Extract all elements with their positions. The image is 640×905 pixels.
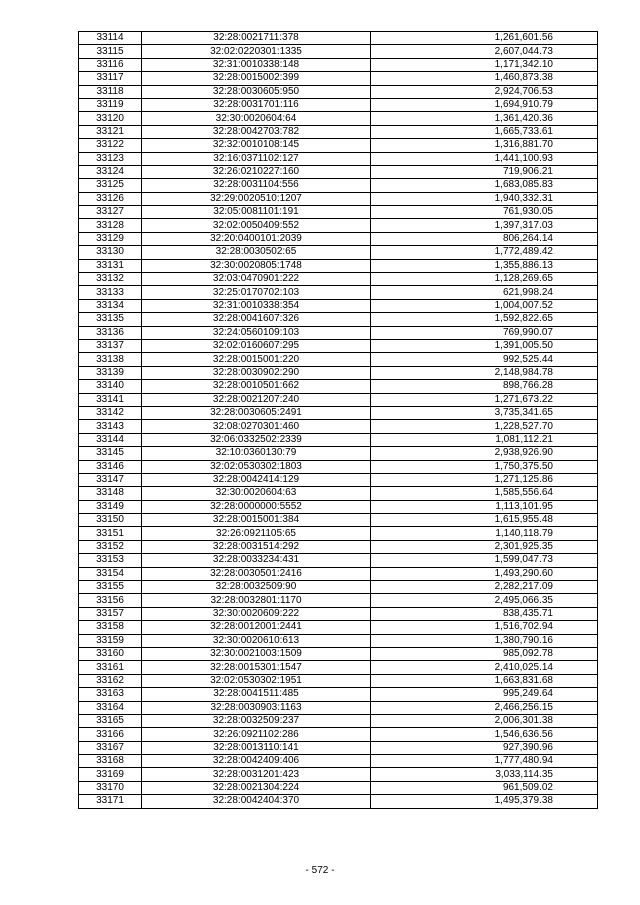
table-row — [79, 741, 598, 754]
table-row — [79, 514, 598, 527]
amount-cell: 995,249.64 — [371, 688, 598, 701]
cadastral-number-cell: 32:28:0013110:141 — [142, 741, 371, 754]
table-row — [79, 661, 598, 674]
amount-cell: 1,777,480.94 — [371, 755, 598, 768]
row-id-cell: 33139 — [79, 366, 142, 379]
row-id-cell: 33160 — [79, 647, 142, 660]
table-row — [79, 728, 598, 741]
amount-cell: 719,906.21 — [371, 165, 598, 178]
row-id-cell: 33154 — [79, 567, 142, 580]
row-id-cell: 33167 — [79, 741, 142, 754]
table-row — [79, 232, 598, 245]
amount-cell: 621,998.24 — [371, 286, 598, 299]
table-row — [79, 433, 598, 446]
cadastral-number-cell: 32:28:0030605:950 — [142, 85, 371, 98]
table-row — [79, 339, 598, 352]
table-body — [79, 32, 598, 809]
amount-cell: 1,361,420.36 — [371, 112, 598, 125]
table-row — [79, 647, 598, 660]
table-row — [79, 152, 598, 165]
row-id-cell: 33169 — [79, 768, 142, 781]
amount-cell: 992,525.44 — [371, 353, 598, 366]
amount-cell: 1,615,955.48 — [371, 514, 598, 527]
cadastral-number-cell: 32:28:0042409:406 — [142, 755, 371, 768]
amount-cell: 1,271,673.22 — [371, 393, 598, 406]
row-id-cell: 33129 — [79, 232, 142, 245]
cadastral-number-cell: 32:28:0041511:485 — [142, 688, 371, 701]
cadastral-number-cell: 32:28:0032801:1170 — [142, 594, 371, 607]
amount-cell: 1,665,733.61 — [371, 125, 598, 138]
row-id-cell: 33146 — [79, 460, 142, 473]
cadastral-number-cell: 32:28:0042703:782 — [142, 125, 371, 138]
table-row — [79, 420, 598, 433]
row-id-cell: 33144 — [79, 433, 142, 446]
cadastral-number-cell: 32:02:0050409:552 — [142, 219, 371, 232]
cadastral-number-cell: 32:28:0015001:220 — [142, 353, 371, 366]
amount-cell: 961,509.02 — [371, 781, 598, 794]
cadastral-number-cell: 32:31:0010338:354 — [142, 299, 371, 312]
amount-cell: 1,585,556.64 — [371, 487, 598, 500]
row-id-cell: 33161 — [79, 661, 142, 674]
cadastral-number-cell: 32:28:0042414:129 — [142, 473, 371, 486]
table-row — [79, 527, 598, 540]
table-row — [79, 112, 598, 125]
row-id-cell: 33152 — [79, 540, 142, 553]
table-row — [79, 246, 598, 259]
amount-cell: 1,391,005.50 — [371, 339, 598, 352]
table-row — [79, 447, 598, 460]
cadastral-number-cell: 32:32:0010108:145 — [142, 139, 371, 152]
cadastral-number-cell: 32:28:0031201:423 — [142, 768, 371, 781]
amount-cell: 2,495,066.35 — [371, 594, 598, 607]
row-id-cell: 33119 — [79, 98, 142, 111]
table-row — [79, 500, 598, 513]
cadastral-number-cell: 32:28:0000000:5552 — [142, 500, 371, 513]
cadastral-number-cell: 32:28:0031514:292 — [142, 540, 371, 553]
row-id-cell: 33140 — [79, 380, 142, 393]
table-row — [79, 366, 598, 379]
amount-cell: 2,301,925.35 — [371, 540, 598, 553]
cadastral-number-cell: 32:10:0360130:79 — [142, 447, 371, 460]
amount-cell: 1,140,118.79 — [371, 527, 598, 540]
table-row — [79, 206, 598, 219]
amount-cell: 1,694,910.79 — [371, 98, 598, 111]
cadastral-number-cell: 32:02:0220301:1335 — [142, 45, 371, 58]
row-id-cell: 33138 — [79, 353, 142, 366]
page-number: - 572 - — [305, 865, 335, 876]
amount-cell: 2,282,217.09 — [371, 581, 598, 594]
row-id-cell: 33145 — [79, 447, 142, 460]
amount-cell: 985,092.78 — [371, 647, 598, 660]
amount-cell: 1,228,527.70 — [371, 420, 598, 433]
cadastral-number-cell: 32:28:0012001:2441 — [142, 621, 371, 634]
row-id-cell: 33128 — [79, 219, 142, 232]
row-id-cell: 33156 — [79, 594, 142, 607]
amount-cell: 1,081,112.21 — [371, 433, 598, 446]
row-id-cell: 33114 — [79, 32, 142, 45]
table-row — [79, 634, 598, 647]
cadastral-number-cell: 32:28:0030501:2416 — [142, 567, 371, 580]
table-row — [79, 460, 598, 473]
row-id-cell: 33132 — [79, 273, 142, 286]
cadastral-number-cell: 32:30:0020609:222 — [142, 607, 371, 620]
table-row — [79, 380, 598, 393]
table-row — [79, 353, 598, 366]
table-row — [79, 781, 598, 794]
cadastral-number-cell: 32:28:0015001:384 — [142, 514, 371, 527]
cadastral-number-cell: 32:20:0400101:2039 — [142, 232, 371, 245]
table-row — [79, 179, 598, 192]
amount-cell: 1,495,379.38 — [371, 795, 598, 808]
row-id-cell: 33127 — [79, 206, 142, 219]
row-id-cell: 33159 — [79, 634, 142, 647]
table-row — [79, 554, 598, 567]
table-row — [79, 540, 598, 553]
row-id-cell: 33148 — [79, 487, 142, 500]
table-row — [79, 393, 598, 406]
cadastral-number-cell: 32:28:0041607:326 — [142, 313, 371, 326]
row-id-cell: 33151 — [79, 527, 142, 540]
cadastral-number-cell: 32:28:0030903:1163 — [142, 701, 371, 714]
cadastral-number-cell: 32:28:0021304:224 — [142, 781, 371, 794]
row-id-cell: 33118 — [79, 85, 142, 98]
cadastral-number-cell: 32:30:0020805:1748 — [142, 259, 371, 272]
amount-cell: 806,264.14 — [371, 232, 598, 245]
amount-cell: 1,271,125.86 — [371, 473, 598, 486]
row-id-cell: 33126 — [79, 192, 142, 205]
amount-cell: 1,940,332.31 — [371, 192, 598, 205]
amount-cell: 1,004,007.52 — [371, 299, 598, 312]
table-row — [79, 98, 598, 111]
table-row — [79, 795, 598, 808]
row-id-cell: 33149 — [79, 500, 142, 513]
amount-cell: 1,460,873.38 — [371, 72, 598, 85]
amount-cell: 1,397,317.03 — [371, 219, 598, 232]
cadastral-number-cell: 32:25:0170702:103 — [142, 286, 371, 299]
table-row — [79, 85, 598, 98]
row-id-cell: 33134 — [79, 299, 142, 312]
row-id-cell: 33166 — [79, 728, 142, 741]
cadastral-number-cell: 32:28:0021711:378 — [142, 32, 371, 45]
cadastral-number-cell: 32:05:0081101:191 — [142, 206, 371, 219]
table-row — [79, 755, 598, 768]
amount-cell: 927,390.96 — [371, 741, 598, 754]
row-id-cell: 33133 — [79, 286, 142, 299]
table-row — [79, 701, 598, 714]
row-id-cell: 33143 — [79, 420, 142, 433]
amount-cell: 1,516,702.94 — [371, 621, 598, 634]
row-id-cell: 33124 — [79, 165, 142, 178]
cadastral-number-cell: 32:30:0021003:1509 — [142, 647, 371, 660]
row-id-cell: 33147 — [79, 473, 142, 486]
cadastral-number-cell: 32:30:0020604:63 — [142, 487, 371, 500]
row-id-cell: 33120 — [79, 112, 142, 125]
row-id-cell: 33121 — [79, 125, 142, 138]
table-row — [79, 273, 598, 286]
cadastral-number-cell: 32:28:0015301:1547 — [142, 661, 371, 674]
row-id-cell: 33150 — [79, 514, 142, 527]
cadastral-number-cell: 32:08:0270301:460 — [142, 420, 371, 433]
table-row — [79, 674, 598, 687]
row-id-cell: 33170 — [79, 781, 142, 794]
table-row — [79, 58, 598, 71]
amount-cell: 3,033,114.35 — [371, 768, 598, 781]
row-id-cell: 33135 — [79, 313, 142, 326]
table-row — [79, 192, 598, 205]
amount-cell: 1,683,085.83 — [371, 179, 598, 192]
table-row — [79, 299, 598, 312]
table-row — [79, 32, 598, 45]
row-id-cell: 33136 — [79, 326, 142, 339]
amount-cell: 2,006,301.38 — [371, 714, 598, 727]
amount-cell: 1,316,881.70 — [371, 139, 598, 152]
cadastral-number-cell: 32:26:0210227:160 — [142, 165, 371, 178]
cadastral-number-cell: 32:31:0010338:148 — [142, 58, 371, 71]
row-id-cell: 33115 — [79, 45, 142, 58]
amount-cell: 2,938,926.90 — [371, 447, 598, 460]
table-row — [79, 219, 598, 232]
table-row — [79, 286, 598, 299]
cadastral-number-cell: 32:26:0921105:65 — [142, 527, 371, 540]
amount-cell: 1,599,047.73 — [371, 554, 598, 567]
cadastral-number-cell: 32:28:0021207:240 — [142, 393, 371, 406]
cadastral-number-cell: 32:30:0020610:613 — [142, 634, 371, 647]
cadastral-number-cell: 32:28:0032509:237 — [142, 714, 371, 727]
row-id-cell: 33168 — [79, 755, 142, 768]
amount-cell: 1,113,101.95 — [371, 500, 598, 513]
row-id-cell: 33142 — [79, 406, 142, 419]
amount-cell: 1,171,342.10 — [371, 58, 598, 71]
row-id-cell: 33163 — [79, 688, 142, 701]
cadastral-number-cell: 32:28:0030605:2491 — [142, 406, 371, 419]
cadastral-number-cell: 32:28:0010501:662 — [142, 380, 371, 393]
amount-cell: 2,148,984.78 — [371, 366, 598, 379]
table-row — [79, 406, 598, 419]
table-row — [79, 594, 598, 607]
cadastral-number-cell: 32:30:0020604:64 — [142, 112, 371, 125]
table-row — [79, 688, 598, 701]
cadastral-number-cell: 32:16:0371102:127 — [142, 152, 371, 165]
cadastral-number-cell: 32:29:0020510:1207 — [142, 192, 371, 205]
row-id-cell: 33125 — [79, 179, 142, 192]
cadastral-number-cell: 32:28:0033234:431 — [142, 554, 371, 567]
amount-cell: 1,750,375.50 — [371, 460, 598, 473]
amount-cell: 1,261,601.56 — [371, 32, 598, 45]
row-id-cell: 33157 — [79, 607, 142, 620]
row-id-cell: 33141 — [79, 393, 142, 406]
cadastral-number-cell: 32:28:0042404:370 — [142, 795, 371, 808]
table-row — [79, 72, 598, 85]
row-id-cell: 33153 — [79, 554, 142, 567]
table-row — [79, 567, 598, 580]
cadastral-number-cell: 32:02:0160607:295 — [142, 339, 371, 352]
table-row — [79, 621, 598, 634]
table-row — [79, 165, 598, 178]
row-id-cell: 33131 — [79, 259, 142, 272]
amount-cell: 2,607,044.73 — [371, 45, 598, 58]
amount-cell: 1,493,290.60 — [371, 567, 598, 580]
amount-cell: 838,435.71 — [371, 607, 598, 620]
amount-cell: 1,441,100.93 — [371, 152, 598, 165]
amount-cell: 1,546,636.56 — [371, 728, 598, 741]
table-row — [79, 125, 598, 138]
row-id-cell: 33123 — [79, 152, 142, 165]
amount-cell: 2,410,025.14 — [371, 661, 598, 674]
row-id-cell: 33164 — [79, 701, 142, 714]
row-id-cell: 33116 — [79, 58, 142, 71]
amount-cell: 1,355,886.13 — [371, 259, 598, 272]
cadastral-number-cell: 32:02:0530302:1803 — [142, 460, 371, 473]
row-id-cell: 33165 — [79, 714, 142, 727]
table-row — [79, 473, 598, 486]
table-row — [79, 139, 598, 152]
amount-cell: 1,592,822.65 — [371, 313, 598, 326]
row-id-cell: 33162 — [79, 674, 142, 687]
table-row — [79, 768, 598, 781]
amount-cell: 1,380,790.16 — [371, 634, 598, 647]
row-id-cell: 33158 — [79, 621, 142, 634]
amount-cell: 1,663,831.68 — [371, 674, 598, 687]
table-row — [79, 45, 598, 58]
cadastral-number-cell: 32:28:0031104:556 — [142, 179, 371, 192]
row-id-cell: 33137 — [79, 339, 142, 352]
table-row — [79, 581, 598, 594]
cadastral-number-cell: 32:28:0032509:90 — [142, 581, 371, 594]
table-row — [79, 607, 598, 620]
row-id-cell: 33155 — [79, 581, 142, 594]
amount-cell: 1,128,269.65 — [371, 273, 598, 286]
amount-cell: 1,772,489.42 — [371, 246, 598, 259]
row-id-cell: 33171 — [79, 795, 142, 808]
amount-cell: 898,766.28 — [371, 380, 598, 393]
amount-cell: 761,930.05 — [371, 206, 598, 219]
cadastral-number-cell: 32:26:0921102:286 — [142, 728, 371, 741]
cadastral-number-cell: 32:24:0560109:103 — [142, 326, 371, 339]
cadastral-number-cell: 32:28:0015002:399 — [142, 72, 371, 85]
table-row — [79, 714, 598, 727]
amount-cell: 769,990.07 — [371, 326, 598, 339]
amount-cell: 2,466,256.15 — [371, 701, 598, 714]
amount-cell: 2,924,706.53 — [371, 85, 598, 98]
amount-cell: 3,735,341.65 — [371, 406, 598, 419]
row-id-cell: 33117 — [79, 72, 142, 85]
table-row — [79, 259, 598, 272]
cadastral-number-cell: 32:02:0530302:1951 — [142, 674, 371, 687]
table-row — [79, 326, 598, 339]
data-table — [78, 31, 598, 809]
cadastral-number-cell: 32:06:0332502:2339 — [142, 433, 371, 446]
row-id-cell: 33130 — [79, 246, 142, 259]
cadastral-number-cell: 32:28:0030502:65 — [142, 246, 371, 259]
row-id-cell: 33122 — [79, 139, 142, 152]
table-row — [79, 487, 598, 500]
cadastral-number-cell: 32:28:0031701:116 — [142, 98, 371, 111]
cadastral-number-cell: 32:03:0470901:222 — [142, 273, 371, 286]
table-row — [79, 313, 598, 326]
cadastral-number-cell: 32:28:0030902:290 — [142, 366, 371, 379]
